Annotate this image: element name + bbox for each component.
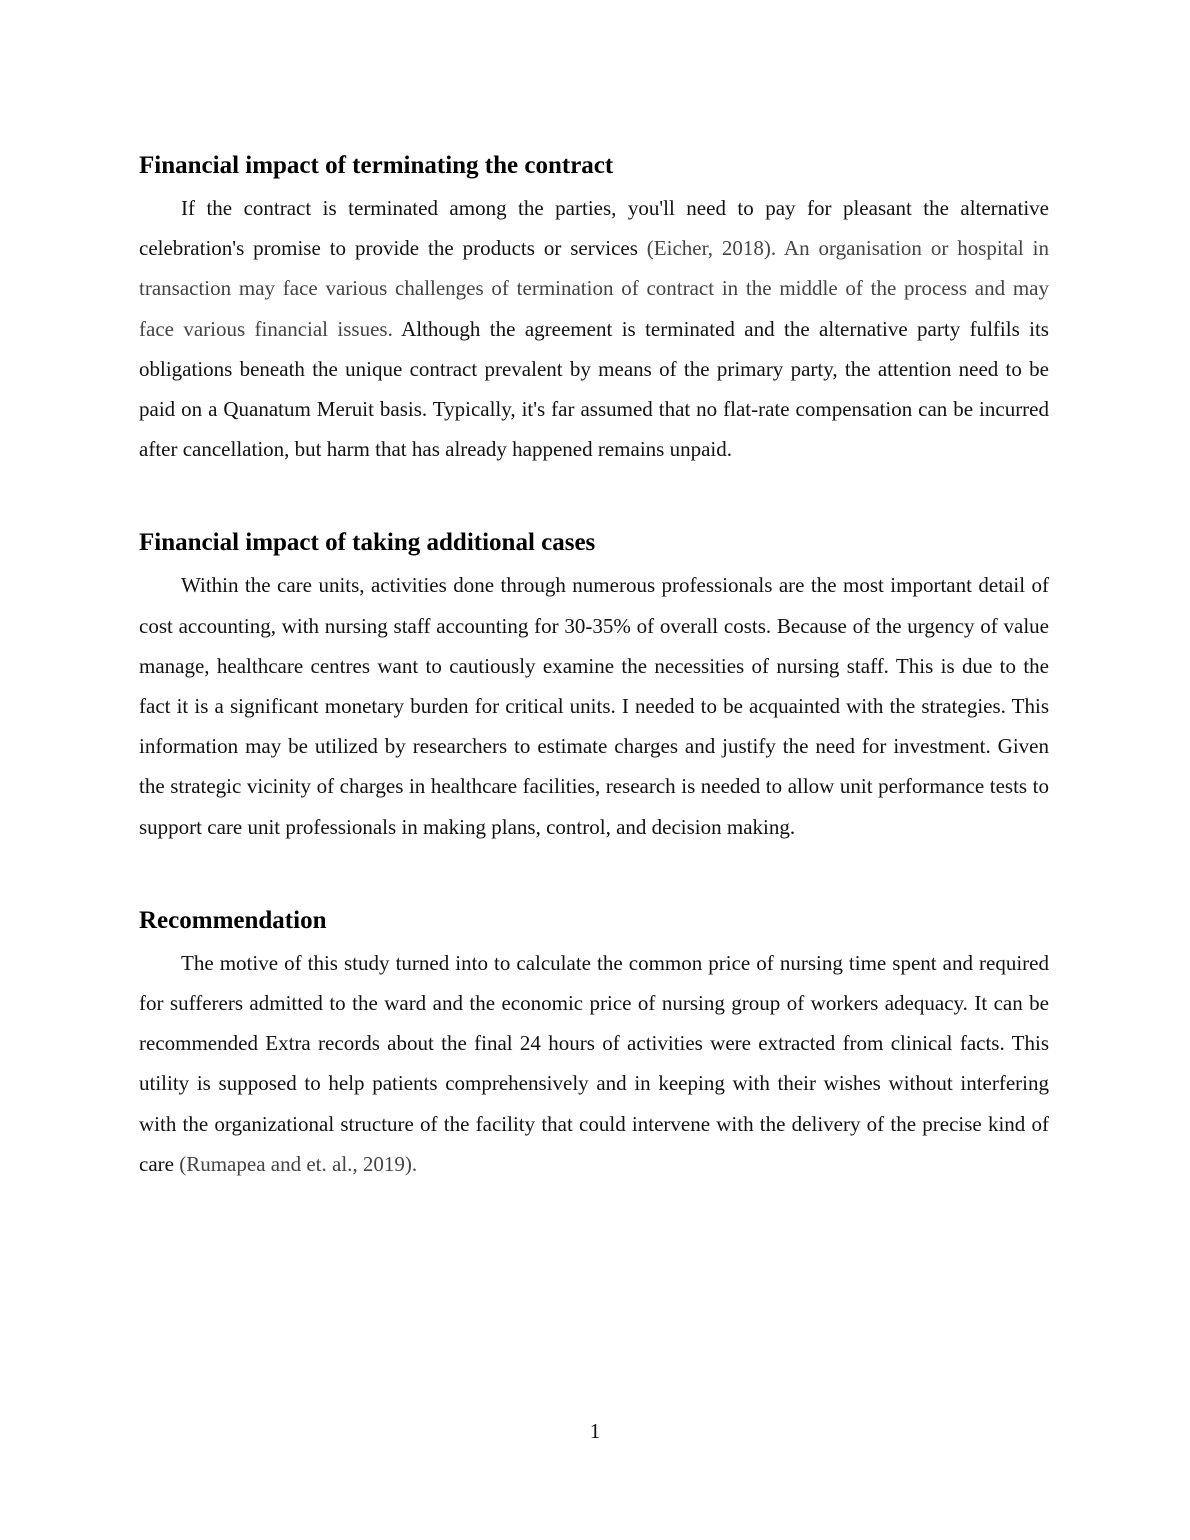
section-gap bbox=[139, 469, 1049, 527]
heading-recommendation: Recommendation bbox=[139, 906, 327, 934]
paragraph-text: If the contract is terminated among the parties, you'll need to pay for pleasant the alternative celebration's promise to provide the products or services bbox=[139, 196, 1049, 261]
section-gap bbox=[139, 847, 1049, 905]
heading-additional-cases: Financial impact of taking additional cases bbox=[139, 529, 596, 557]
page-number: 1 bbox=[589, 1419, 601, 1443]
page-content bbox=[139, 150, 1049, 1184]
heading-terminating-contract: Financial impact of terminating the contract bbox=[139, 152, 614, 179]
paragraph-text: Although the agreement is terminated and the alternative party fulfils its obligations beneath the unique contract prevalent by means of the primary party, the attention need to be paid on a Quanatum Meruit basis. Typically, it's far assumed that no flat-rate compensation can be incurred after cancellation, but harm that has already happened remains unpaid. bbox=[139, 316, 1049, 462]
paragraph-additional-cases: Within the care units, activities done through numerous professionals are the most important detail of cost accounting, with nursing staff accounting for 30-35% of overall costs. Because of the urgency of value manage, healthcare centres want to cautiously examine the necessities of nursing staff. This is due to the fact it is a significant monetary burden for critical units. I needed to be acquainted with the strategies. This information may be utilized by researchers to estimate charges and justify the need for investment. Given the strategic vicinity of charges in healthcare facilities, research is needed to allow unit performance tests to support care unit professionals in making plans, control, and decision making. bbox=[139, 573, 1049, 839]
paragraph-terminating-contract bbox=[139, 188, 1049, 469]
citation-rumapea: (Rumapea and et. al., 2019). bbox=[179, 1151, 418, 1176]
paragraph-text: The motive of this study turned into to calculate the common price of nursing time spent and required for sufferers admitted to the ward and the economic price of nursing group of workers adequacy. It can be recommended Extra records about the final 24 hours of activities were extracted from clinical facts. This utility is supposed to help patients comprehensively and in keeping with their wishes without interfering with the organizational structure of the facility that could intervene with the delivery of the precise kind of care bbox=[139, 950, 1049, 1176]
citation-eicher: (Eicher, 2018). An organisation or hospital in transaction may face various challenges of termination of contract in the middle of the process and may face various financial issues. bbox=[139, 236, 1049, 341]
paragraph-recommendation bbox=[139, 943, 1049, 1184]
